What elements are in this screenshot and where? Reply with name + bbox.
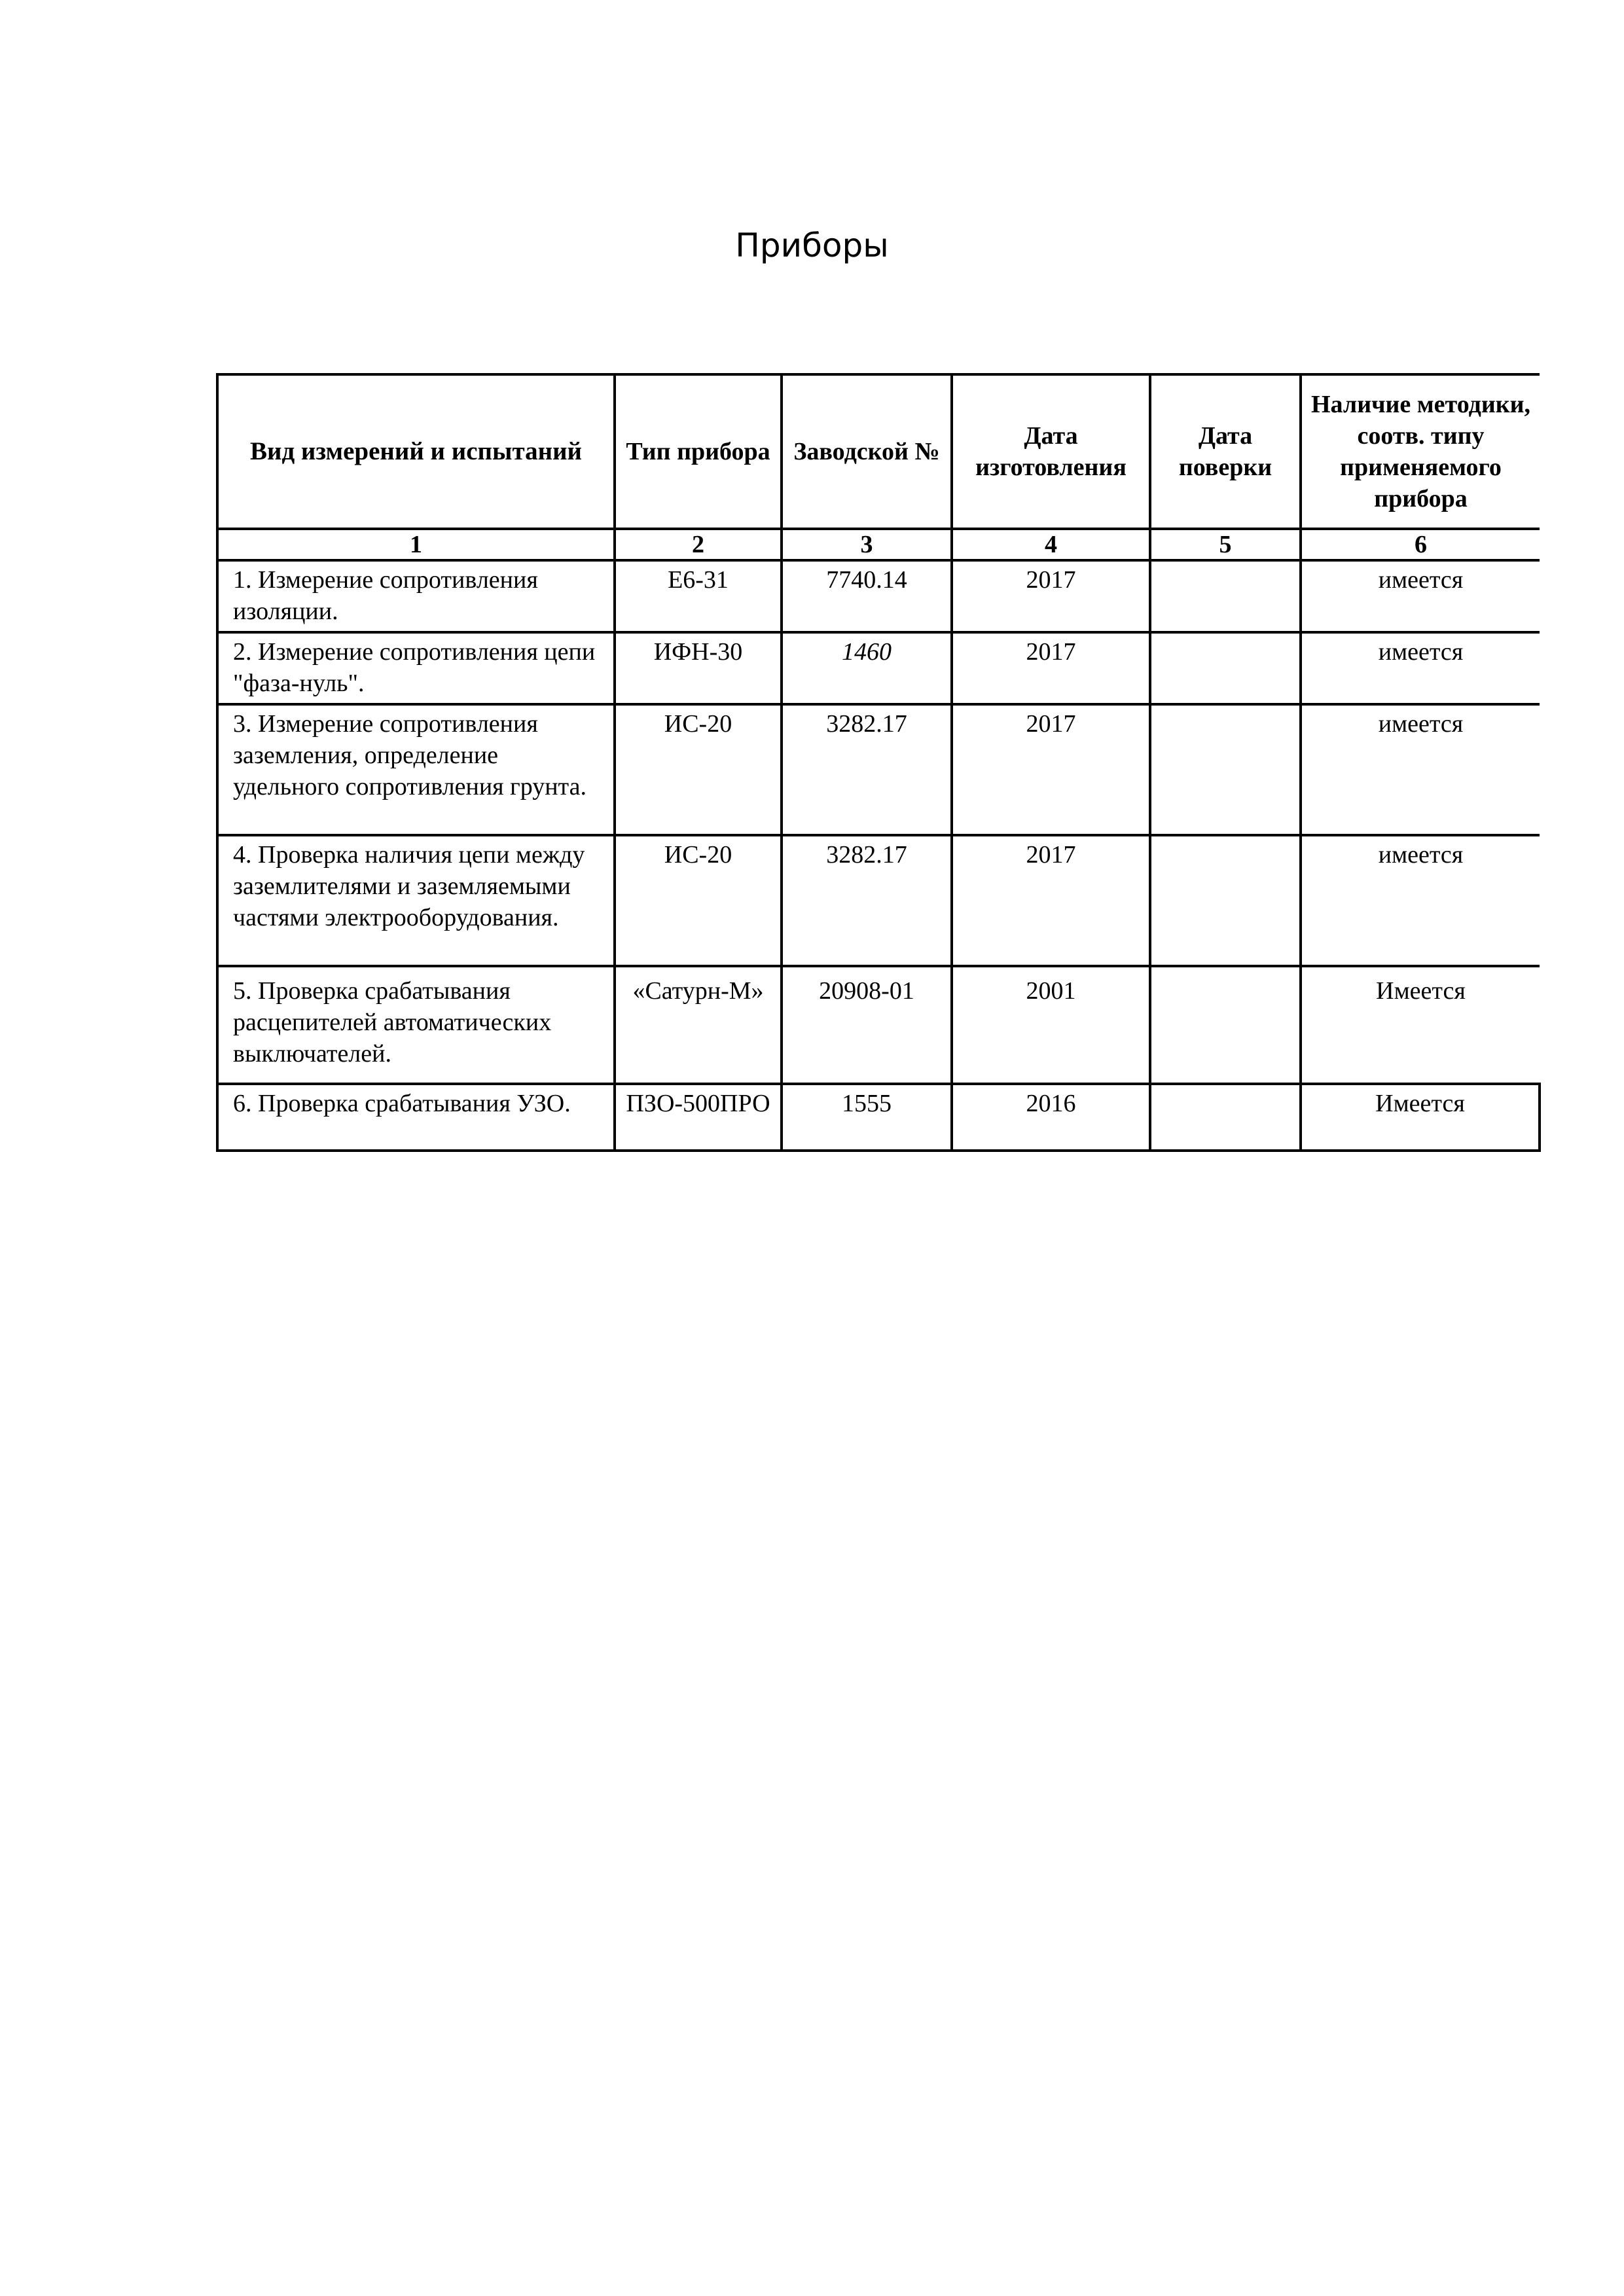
cell-method-availability: имеется — [1301, 835, 1540, 966]
cell-manufacture-date: 2017 — [952, 632, 1150, 704]
table-row — [217, 966, 1540, 1084]
cell-serial-number: 20908-01 — [782, 966, 952, 1084]
cell-verification-date — [1150, 966, 1301, 1084]
column-number: 1 — [217, 529, 615, 560]
cell-manufacture-date: 2017 — [952, 560, 1150, 632]
header-device-type: Тип прибора — [615, 374, 782, 529]
cell-method-availability: имеется — [1301, 704, 1540, 835]
cell-verification-date — [1150, 704, 1301, 835]
header-verification-date: Дата поверки — [1150, 374, 1301, 529]
table-row — [217, 704, 1540, 835]
cell-serial-number: 1460 — [782, 632, 952, 704]
instruments-table — [216, 373, 1541, 1152]
table-row — [217, 835, 1540, 966]
cell-method-availability: имеется — [1301, 632, 1540, 704]
cell-method-availability: Имеется — [1301, 1084, 1540, 1151]
header-serial-number: Заводской № — [782, 374, 952, 529]
cell-verification-date — [1150, 835, 1301, 966]
table-row — [217, 560, 1540, 632]
column-number-row — [217, 529, 1540, 560]
cell-manufacture-date: 2016 — [952, 1084, 1150, 1151]
header-measurement-kind: Вид измерений и испытаний — [217, 374, 615, 529]
column-number: 5 — [1150, 529, 1301, 560]
cell-serial-number: 3282.17 — [782, 835, 952, 966]
cell-device-type: ИФН-30 — [615, 632, 782, 704]
cell-serial-number: 3282.17 — [782, 704, 952, 835]
cell-verification-date — [1150, 1084, 1301, 1151]
page-title: Приборы — [735, 226, 889, 264]
column-number: 4 — [952, 529, 1150, 560]
cell-serial-number: 1555 — [782, 1084, 952, 1151]
cell-measurement-kind: 5. Проверка срабатывания расцепителей автоматических выключателей. — [217, 966, 615, 1084]
cell-method-availability: имеется — [1301, 560, 1540, 632]
cell-device-type: Е6-31 — [615, 560, 782, 632]
cell-device-type: «Сатурн-М» — [615, 966, 782, 1084]
cell-serial-number: 7740.14 — [782, 560, 952, 632]
column-number: 3 — [782, 529, 952, 560]
table-header-row — [217, 374, 1540, 529]
cell-measurement-kind: 3. Измерение сопротивления заземления, определение удельного сопротивления грунта. — [217, 704, 615, 835]
cell-device-type: ИС-20 — [615, 835, 782, 966]
column-number: 2 — [615, 529, 782, 560]
cell-manufacture-date: 2017 — [952, 835, 1150, 966]
cell-verification-date — [1150, 632, 1301, 704]
cell-method-availability: Имеется — [1301, 966, 1540, 1084]
table-row — [217, 1084, 1540, 1151]
cell-measurement-kind: 6. Проверка срабатывания УЗО. — [217, 1084, 615, 1151]
cell-measurement-kind: 2. Измерение сопротивления цепи "фаза-нуль". — [217, 632, 615, 704]
header-manufacture-date: Дата изготовления — [952, 374, 1150, 529]
header-method-availability: Наличие методики, соотв. типу применяемого прибора — [1301, 374, 1540, 529]
cell-measurement-kind: 4. Проверка наличия цепи между заземлителями и заземляемыми частями электрооборудования. — [217, 835, 615, 966]
cell-measurement-kind: 1. Измерение сопротивления изоляции. — [217, 560, 615, 632]
column-number: 6 — [1301, 529, 1540, 560]
cell-device-type: ПЗО-500ПРО — [615, 1084, 782, 1151]
cell-manufacture-date: 2017 — [952, 704, 1150, 835]
cell-manufacture-date: 2001 — [952, 966, 1150, 1084]
table-row — [217, 632, 1540, 704]
cell-verification-date — [1150, 560, 1301, 632]
cell-device-type: ИС-20 — [615, 704, 782, 835]
